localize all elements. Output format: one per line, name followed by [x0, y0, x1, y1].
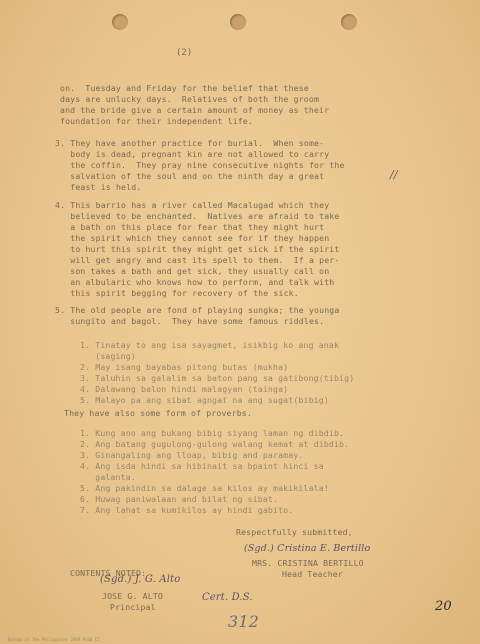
text-line: believed to be enchanted. Natives are afraid to take [55, 211, 340, 221]
principal-name: JOSE G. ALTO [102, 591, 163, 601]
proverb-item: 6. Huwag paniwalaan and bilat ng sibat. [80, 494, 279, 504]
proverb-item: 2. Ang batang gugulong-gulong walang kemat at dibdib. [80, 439, 350, 449]
proverb-item: 1. Kung ano ang bukang bibig siyang laman ng dibdib. [80, 428, 345, 438]
handwritten-bottom-number: 312 [228, 612, 259, 631]
proverb-intro: They have also some form of proverbs. [64, 408, 252, 418]
handwritten-mark: // [390, 168, 398, 181]
proverb-item: 4. Ang isda hindi sa hibinait sa bpaint hinci sa [80, 461, 324, 471]
page-marker: (2) [176, 48, 193, 58]
text-line: will get angry and cast its spell to them. If a per- [55, 255, 340, 265]
riddle-item: 4. Dalawang balon hindi malagyan (tainga) [80, 384, 289, 394]
text-line: body is dead, pregnant kin are not allowed to carry [55, 149, 330, 159]
text-line: to hurt this spirit they might get sick if the spirit [55, 244, 340, 254]
footer-imprint: Bureau of the Philippines 2009 P100 C2 [8, 637, 100, 642]
handwritten-noted-signature: (Sgd.) J. G. Alto [100, 574, 181, 585]
text-line: foundation for their independent life. [60, 116, 254, 126]
noted-label: CONTENTS NOTED: [70, 568, 147, 578]
punch-hole-left [112, 14, 128, 30]
handwritten-page-number: 20 [435, 599, 452, 614]
text-line: this spirit begging for recovery of the sick. [55, 288, 299, 298]
proverb-item: 7. Ang lahat sa kumikilos ay hindi gabito. [80, 505, 294, 515]
text-line: son takes a bath and get sick, they usually call on [55, 266, 330, 276]
proverb-item: 3. Ginangaling ang lloap, bibig and paramay. [80, 450, 304, 460]
text-line: a bath on this place for fear that they might hurt [55, 222, 325, 232]
handwritten-signature: (Sgd.) Cristina E. Bertillo [244, 543, 371, 554]
text-line: the spirit which they cannot see for if they happen [55, 233, 330, 243]
riddle-item: 5. Malayo pa ang sibat agngat na ang sugat(bibig) [80, 395, 329, 405]
proverb-item: galanta. [80, 472, 136, 482]
riddle-item: (saging) [80, 351, 136, 361]
closing-line: Respectfully submitted, [236, 527, 353, 537]
riddle-item: 2. May isang bayabas pitong butas (mukha) [80, 362, 289, 372]
riddle-item: 3. Taluhin sa galalim sa baton pang sa gatibong(tibig) [80, 373, 355, 383]
punch-hole-right [341, 14, 357, 30]
text-line: and the bride give a certain amount of money as their [60, 105, 330, 115]
riddle-item: 1. Tinatay to ang isa sayagmet, isikbig ko ang anak [80, 340, 340, 350]
text-line: sungito and bagol. They have some famous riddles. [55, 316, 325, 326]
signer-name: MRS. CRISTINA BERTILLO [252, 558, 364, 568]
punch-hole-center [230, 14, 246, 30]
principal-title: Principal [110, 602, 156, 612]
text-line: on. Tuesday and Friday for the belief that these [60, 83, 309, 93]
text-line: 3. They have another practice for burial. When some- [55, 138, 325, 148]
text-line: 5. The old people are fond of playing sungka; the younga [55, 305, 340, 315]
signer-title: Head Teacher [282, 569, 343, 579]
text-line: the coffin. They pray nine consecutive nights for the [55, 160, 345, 170]
text-line: salvation of the soul and on the ninth day a great [55, 171, 325, 181]
text-line: an albularic who knows how to perform, and talk with [55, 277, 335, 287]
text-line: feast is held. [55, 182, 142, 192]
proverb-item: 5. Ang pakindin sa dalage sa kilos ay makikilala! [80, 483, 329, 493]
handwritten-initials-stamp: Cert. D.S. [202, 592, 253, 603]
text-line: days are unlucky days. Relatives of both the groom [60, 94, 320, 104]
text-line: 4. This barrio has a river called Macalugad which they [55, 200, 330, 210]
